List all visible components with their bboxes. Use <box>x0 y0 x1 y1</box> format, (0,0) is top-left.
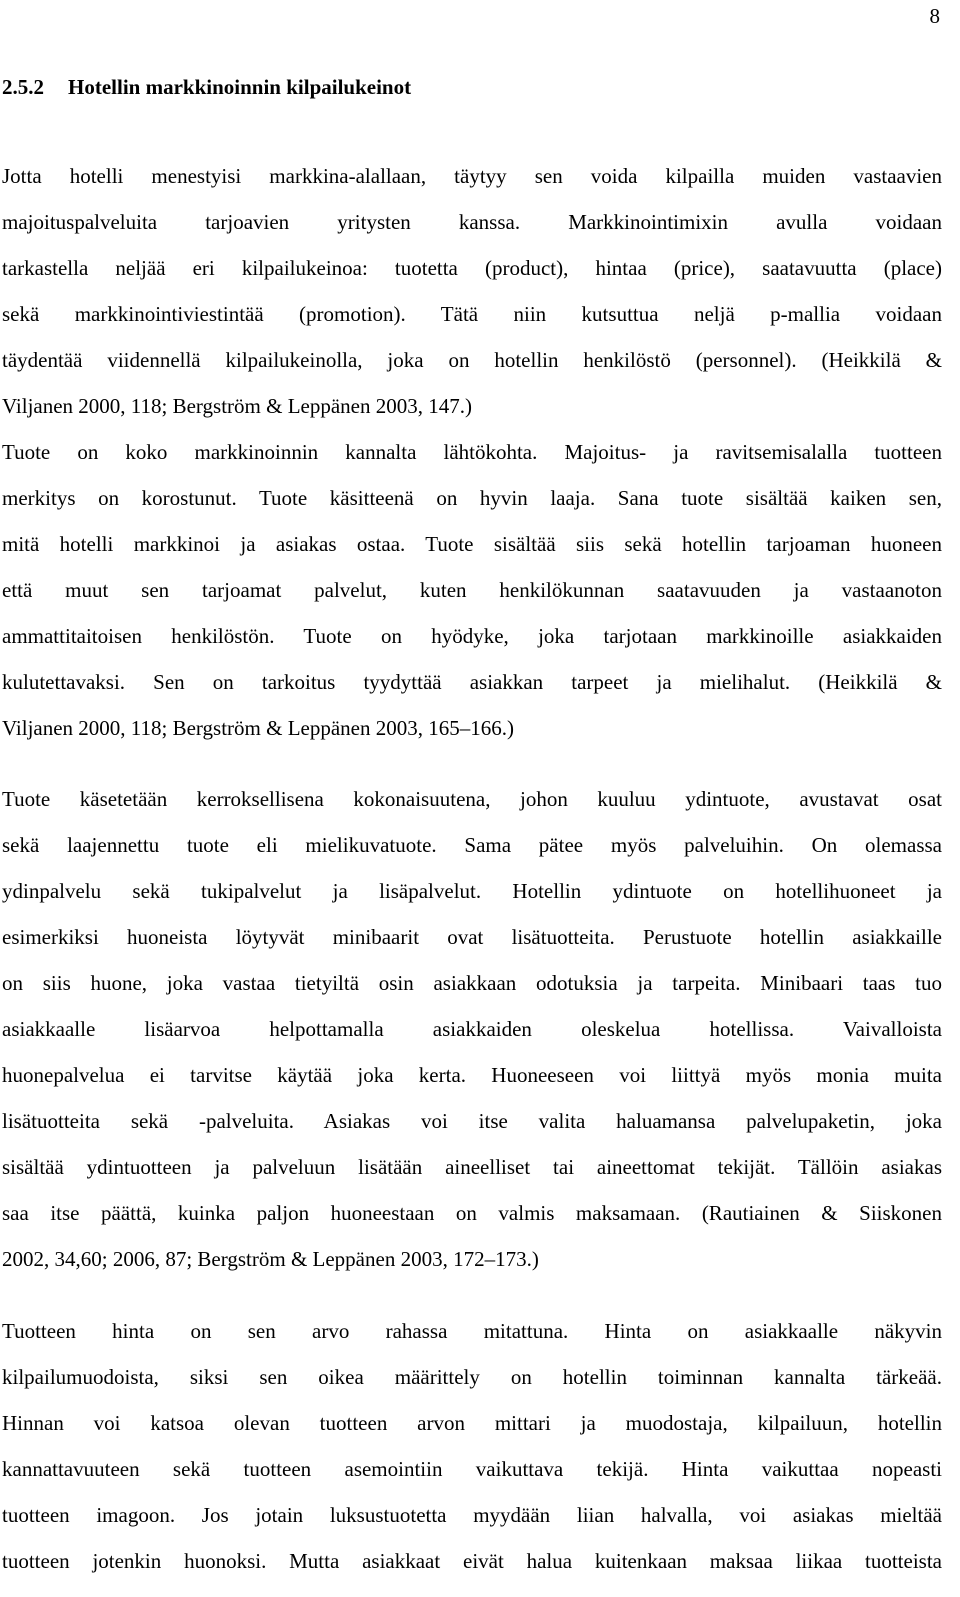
text-line: Viljanen 2000, 118; Bergström & Leppänen 2003, 165–166.) <box>2 716 514 740</box>
text-line: kannattavuuteen sekä tuotteen asemointiin vaikuttava tekijä. Hinta vaikuttaa nopeasti <box>2 1457 942 1481</box>
text-line: Viljanen 2000, 118; Bergström & Leppänen 2003, 147.) <box>2 394 472 418</box>
text-line: mitä hotelli markkinoi ja asiakas ostaa. Tuote sisältää siis sekä hotellin tarjoaman huoneen <box>2 532 942 556</box>
text-line: sekä markkinointiviestintää (promotion). Tätä niin kutsuttua neljä p-mallia voidaan <box>2 302 942 326</box>
section-title: Hotellin markkinoinnin kilpailukeinot <box>68 75 412 99</box>
text-line: lisätuotteita sekä -palveluita. Asiakas voi itse valita haluamansa palvelupaketin, joka <box>2 1109 942 1133</box>
text-line: tarkastella neljää eri kilpailukeinoa: tuotetta (product), hintaa (price), saatavuutta (place) <box>2 256 942 280</box>
text-line: merkitys on korostunut. Tuote käsitteenä on hyvin laaja. Sana tuote sisältää kaiken sen, <box>2 486 942 510</box>
text-line: majoituspalveluita tarjoavien yritysten kanssa. Markkinointimixin avulla voidaan <box>2 210 942 234</box>
text-line: esimerkiksi huoneista löytyvät minibaarit ovat lisätuotteita. Perustuote hotellin asiakkaille <box>2 925 942 949</box>
text-line: Jotta hotelli menestyisi markkina-alallaan, täytyy sen voida kilpailla muiden vastaavien <box>2 164 942 188</box>
text-line: tuotteen jotenkin huonoksi. Mutta asiakkaat eivät halua kuitenkaan maksaa liikaa tuotteista <box>2 1549 942 1573</box>
text-line: Tuote käsetetään kerroksellisena kokonaisuutena, johon kuuluu ydintuote, avustavat osat <box>2 787 942 811</box>
text-line: tuotteen imagoon. Jos jotain luksustuotetta myydään liian halvalla, voi asiakas mieltää <box>2 1503 942 1527</box>
section-number: 2.5.2 <box>2 75 44 99</box>
text-line: ydinpalvelu sekä tukipalvelut ja lisäpalvelut. Hotellin ydintuote on hotellihuoneet ja <box>2 879 942 903</box>
text-line: 2002, 34,60; 2006, 87; Bergström & Leppänen 2003, 172–173.) <box>2 1247 539 1271</box>
text-line: täydentää viidennellä kilpailukeinolla, joka on hotellin henkilöstö (personnel). (Heikkilä & <box>2 348 942 372</box>
text-line: saa itse päättä, kuinka paljon huoneestaan on valmis maksamaan. (Rautiainen & Siiskonen <box>2 1201 942 1225</box>
text-line: Tuotteen hinta on sen arvo rahassa mitattuna. Hinta on asiakkaalle näkyvin <box>2 1319 942 1343</box>
text-line: sisältää ydintuotteen ja palveluun lisätään aineelliset tai aineettomat tekijät. Tällöin asiakas <box>2 1155 942 1179</box>
paragraph-1 <box>2 158 942 756</box>
text-line: kilpailumuodoista, siksi sen oikea määrittely on hotellin toiminnan kannalta tärkeää. <box>2 1365 942 1389</box>
text-line: ammattitaitoisen henkilöstön. Tuote on hyödyke, joka tarjotaan markkinoille asiakkaiden <box>2 624 942 648</box>
paragraph-3 <box>2 1313 942 1589</box>
paragraph-2 <box>2 781 942 1287</box>
text-line: asiakkaalle lisäarvoa helpottamalla asiakkaiden oleskelua hotellissa. Vaivalloista <box>2 1017 942 1041</box>
text-line: huonepalvelua ei tarvitse käytää joka kerta. Huoneeseen voi liittyä myös monia muita <box>2 1063 942 1087</box>
text-line: on siis huone, joka vastaa tietyiltä osin asiakkaan odotuksia ja tarpeita. Minibaari taas tuo <box>2 971 942 995</box>
section-heading <box>2 75 411 100</box>
text-line: Hinnan voi katsoa olevan tuotteen arvon mittari ja muodostaja, kilpailuun, hotellin <box>2 1411 942 1435</box>
text-line: kulutettavaksi. Sen on tarkoitus tyydyttää asiakkan tarpeet ja mielihalut. (Heikkilä & <box>2 670 942 694</box>
page-number: 8 <box>929 4 940 28</box>
text-line: Tuote on koko markkinoinnin kannalta lähtökohta. Majoitus- ja ravitsemisalalla tuotteen <box>2 440 942 464</box>
text-line: että muut sen tarjoamat palvelut, kuten henkilökunnan saatavuuden ja vastaanoton <box>2 578 942 602</box>
text-line: sekä laajennettu tuote eli mielikuvatuote. Sama pätee myös palveluihin. On olemassa <box>2 833 942 857</box>
